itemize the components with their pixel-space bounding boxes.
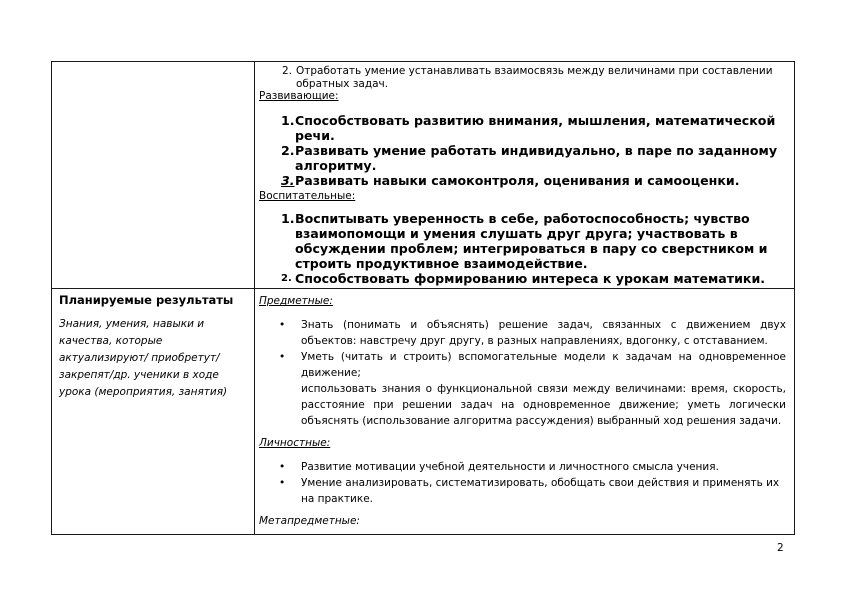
list-item-text: Способствовать развитию внимания, мышления, математической речи. — [295, 113, 776, 143]
list-item-text: Развивать умение работать индивидуально, в паре по заданному алгоритму. — [295, 143, 778, 173]
list-item — [259, 143, 784, 173]
bullet-icon: • — [279, 351, 286, 363]
list-item-text: Умение анализировать, систематизировать, обобщать свои действия и применять их на практике. — [301, 477, 780, 505]
list-item — [259, 211, 784, 271]
list-item — [259, 173, 784, 188]
lesson-plan-table — [51, 61, 795, 535]
planned-results-description: Знания, умения, навыки и качества, которые актуализируют/ приобретут/закрепят/др. ученики в ходе урока (мероприятия, занятия) — [59, 318, 228, 398]
list-number: 1. — [281, 113, 295, 128]
list-number: 3. — [281, 173, 295, 188]
list-item — [259, 271, 784, 286]
list-number: 2. — [281, 273, 292, 284]
list-item-text — [301, 349, 786, 429]
list-item — [259, 113, 784, 143]
list-item-line: использовать знания о функциональной связи между величинами: время, скорость, расстояние при решении задач на одновременное движение; уметь логически объяснять (использование алгоритма рассуждения) выбранный ход решения задачи. — [301, 383, 786, 427]
meta-results-heading: Метапредметные: — [259, 515, 360, 527]
bullet-icon: • — [279, 461, 286, 473]
row1-empty-cell — [52, 62, 255, 289]
results-detail-cell — [255, 289, 794, 534]
list-item-text: Развивать навыки самоконтроля, оценивания и самооценки. — [295, 173, 740, 188]
personal-results-heading: Личностные: — [259, 437, 331, 449]
educational-list — [259, 211, 784, 286]
list-item-text: Воспитывать уверенность в себе, работоспособность; чувство взаимопомощи и умения слушать друг друга; участвовать в обсуждении проблем; интегрироваться в пару со сверстником и строить продуктивное взаимодействие. — [295, 211, 768, 271]
list-item-text: Развитие мотивации учебной деятельности и личностного смысла учения. — [301, 461, 719, 473]
developing-heading: Развивающие: — [259, 90, 339, 102]
bullet-icon: • — [279, 319, 286, 331]
list-item — [259, 475, 786, 507]
objective-continued-item — [259, 65, 784, 90]
page-number: 2 — [777, 542, 784, 554]
planned-results-title: Планируемые результаты — [59, 293, 234, 307]
list-item — [259, 459, 786, 475]
list-item-text: Отработать умение устанавливать взаимосвязь между величинами при составлении обратных задач. — [296, 65, 773, 90]
list-number: 2. — [281, 143, 295, 158]
list-item — [259, 317, 786, 349]
list-item-text: Знать (понимать и объяснять) решение задач, связанных с движением двух объектов: навстречу друг другу, в разных направлениях, вдогонку, с отставанием. — [301, 319, 786, 347]
bullet-icon: • — [279, 477, 286, 489]
list-number: 1. — [281, 211, 295, 226]
subject-results-list — [259, 317, 786, 429]
personal-results-list — [259, 459, 786, 507]
row1-goals-cell — [255, 62, 794, 289]
list-item-text: Способствовать формированию интереса к урокам математики. — [295, 271, 766, 286]
list-item-line: Уметь (читать и строить) вспомогательные модели к задачам на одновременное движение; — [301, 351, 786, 379]
subject-results-heading: Предметные: — [259, 295, 333, 307]
developing-list — [259, 113, 784, 188]
list-item — [259, 349, 786, 429]
planned-results-cell — [52, 289, 255, 534]
list-number: 2. — [282, 65, 293, 77]
educational-heading: Воспитательные: — [259, 190, 356, 202]
